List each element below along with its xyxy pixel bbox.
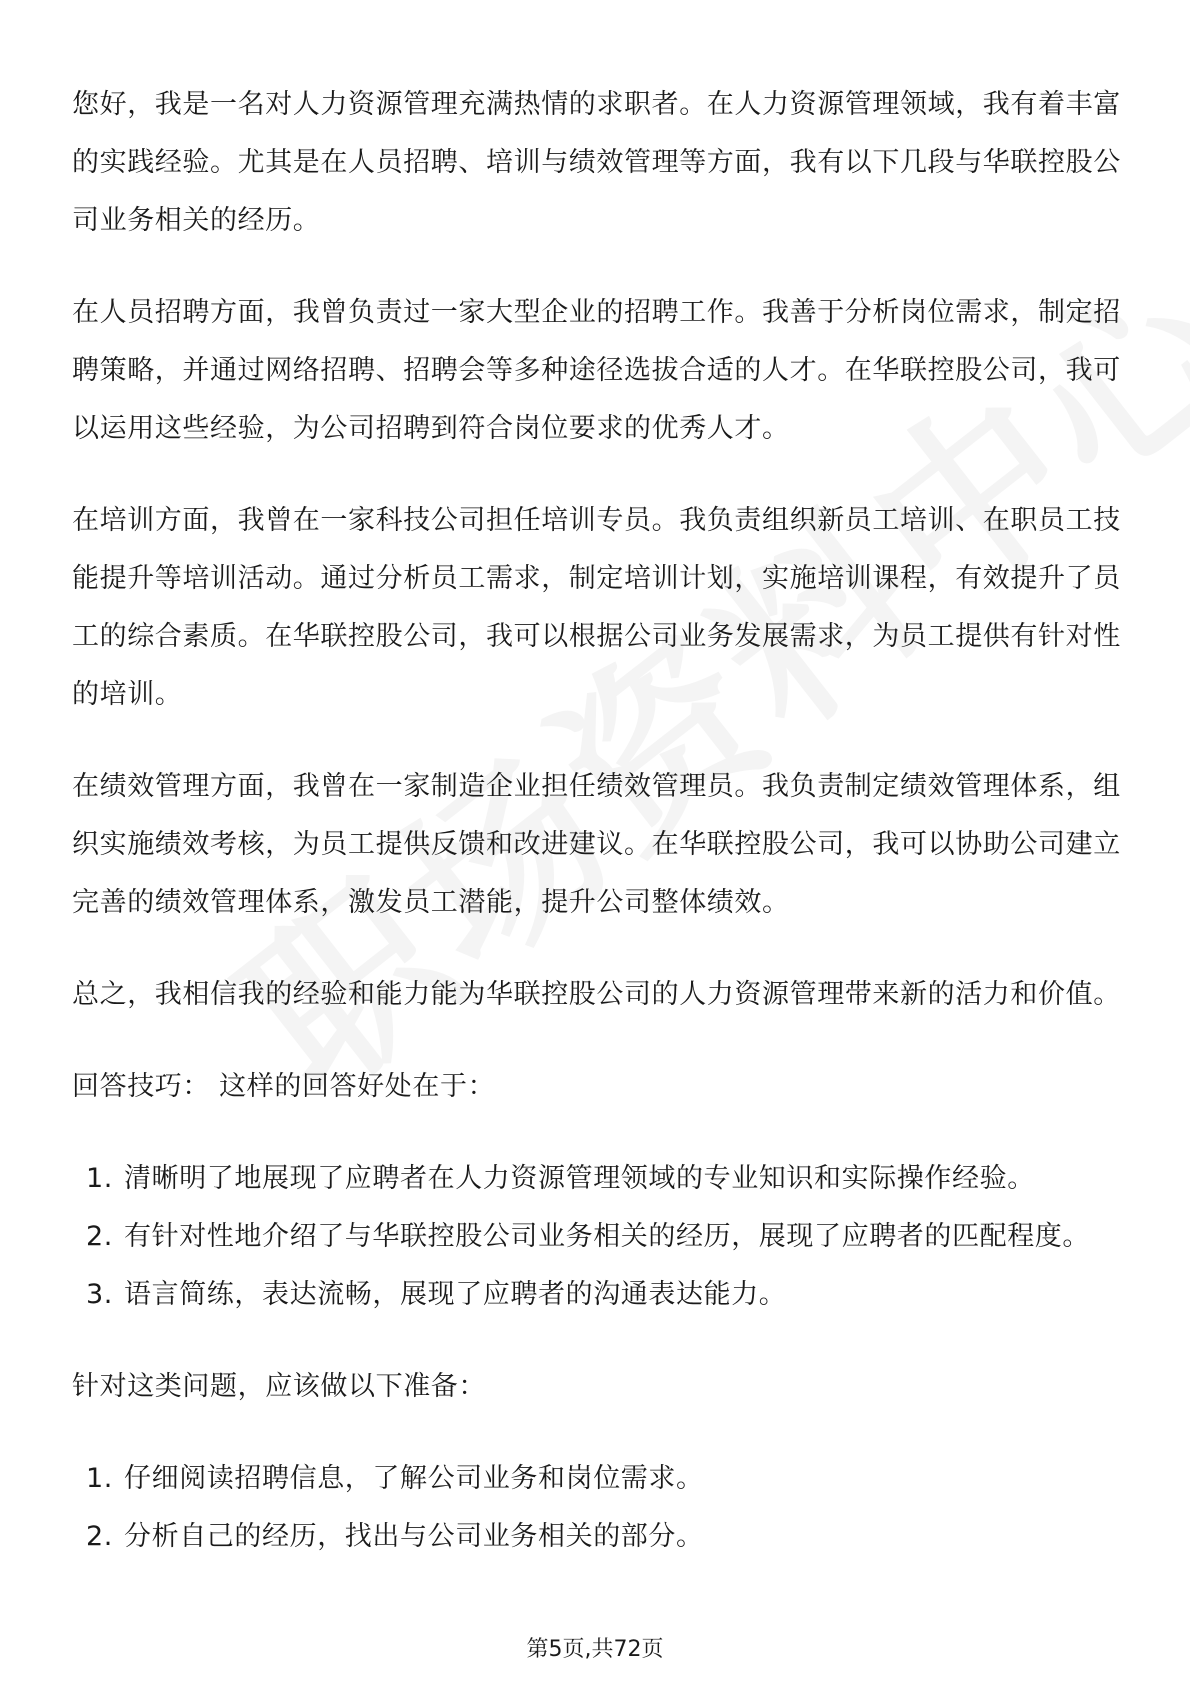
list-item	[72, 1266, 1122, 1324]
list-number: 1.	[86, 1463, 113, 1494]
list-item-text: 清晰明了地展现了应聘者在人力资源管理领域的专业知识和实际操作经验。	[124, 1163, 1035, 1194]
page-number: 第5页,共72页	[526, 1637, 664, 1662]
list-number: 2.	[86, 1521, 113, 1552]
list-number: 1.	[86, 1163, 113, 1194]
list-item	[72, 1208, 1122, 1266]
list-number: 2.	[86, 1221, 113, 1252]
list-item-text: 语言简练，表达流畅，展现了应聘者的沟通表达能力。	[124, 1279, 787, 1310]
list-item	[72, 1450, 1122, 1508]
list-item-text: 仔细阅读招聘信息，了解公司业务和岗位需求。	[124, 1463, 704, 1494]
paragraph-summary: 总之，我相信我的经验和能力能为华联控股公司的人力资源管理带来新的活力和价值。	[72, 979, 1121, 1010]
prep-heading: 针对这类问题，应该做以下准备：	[72, 1371, 486, 1402]
document-body	[72, 76, 1122, 1600]
tips-heading: 回答技巧： 这样的回答好处在于：	[72, 1071, 496, 1102]
paragraph-intro: 您好，我是一名对人力资源管理充满热情的求职者。在人力资源管理领域，我有着丰富的实践经验。尤其是在人员招聘、培训与绩效管理等方面，我有以下几段与华联控股公司业务相关的经历。	[72, 89, 1121, 236]
paragraph-training: 在培训方面，我曾在一家科技公司担任培训专员。我负责组织新员工培训、在职员工技能提升等培训活动。通过分析员工需求，制定培训计划，实施培训课程，有效提升了员工的综合素质。在华联控股公司，我可以根据公司业务发展需求，为员工提供有针对性的培训。	[72, 505, 1121, 710]
list-item	[72, 1150, 1122, 1208]
list-item-text: 有针对性地介绍了与华联控股公司业务相关的经历，展现了应聘者的匹配程度。	[124, 1221, 1090, 1252]
tips-list	[72, 1150, 1122, 1324]
list-item	[72, 1508, 1122, 1566]
paragraph-recruitment: 在人员招聘方面，我曾负责过一家大型企业的招聘工作。我善于分析岗位需求，制定招聘策略，并通过网络招聘、招聘会等多种途径选拔合适的人才。在华联控股公司，我可以运用这些经验，为公司招聘到符合岗位要求的优秀人才。	[72, 297, 1121, 444]
prep-list	[72, 1450, 1122, 1566]
list-number: 3.	[86, 1279, 113, 1310]
list-item-text: 分析自己的经历，找出与公司业务相关的部分。	[124, 1521, 704, 1552]
paragraph-performance: 在绩效管理方面，我曾在一家制造企业担任绩效管理员。我负责制定绩效管理体系，组织实施绩效考核，为员工提供反馈和改进建议。在华联控股公司，我可以协助公司建立完善的绩效管理体系，激发员工潜能，提升公司整体绩效。	[72, 771, 1121, 918]
